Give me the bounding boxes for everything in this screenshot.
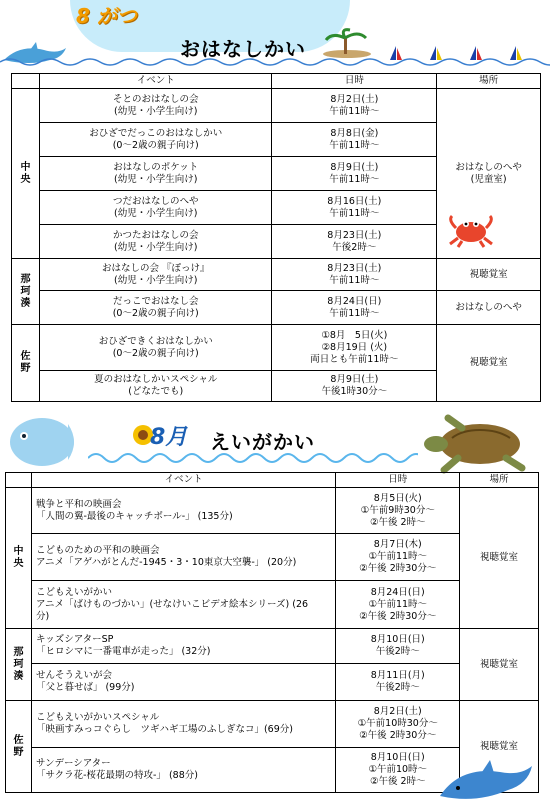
datetime-line: ②午後 2時～ <box>369 776 426 787</box>
event-line: そとのおはなしの会 <box>112 93 199 105</box>
event-line: キッズシアターSP <box>35 634 114 645</box>
place-line: (児童室) <box>470 173 507 185</box>
datetime-line: 午前11時～ <box>329 307 380 319</box>
datetime-line: 8月23日(土) <box>327 229 382 241</box>
datetime-cell <box>336 581 460 629</box>
event-line: アニメ「ばけものづかい」(せなけいこビデオ絵本シリーズ) (26 <box>35 598 309 610</box>
datetime-line: 午前11時～ <box>329 274 380 286</box>
datetime-line: 8月16日(土) <box>327 195 382 207</box>
table-row <box>12 291 541 325</box>
event-line: こどもえいがかい <box>35 586 112 598</box>
place-cell <box>460 629 539 701</box>
datetime-cell <box>272 259 437 291</box>
datetime-line: 8月11日(月) <box>370 670 425 681</box>
datetime-line: 8月9日(土) <box>330 374 379 385</box>
datetime-line: 8月24日(日) <box>370 586 425 598</box>
table-row <box>12 325 541 371</box>
event-line: 「ヒロシマに一番電車が走った」 (32分) <box>35 646 211 657</box>
event-line: (幼児・小学生向け) <box>114 274 198 286</box>
event-cell <box>39 157 272 191</box>
col-header-place: 場所 <box>460 473 539 488</box>
datetime-line: 午後2時～ <box>375 646 420 657</box>
event-cell <box>31 748 335 793</box>
event-cell <box>39 225 272 259</box>
datetime-cell <box>336 664 460 701</box>
event-cell <box>39 191 272 225</box>
datetime-line: ②午後 2時30分～ <box>359 610 437 622</box>
table-row <box>6 701 539 748</box>
datetime-cell <box>272 225 437 259</box>
venue-cell: 佐 野 <box>6 701 32 793</box>
event-line: (どなたでも) <box>128 386 184 397</box>
section-title-storytime: おはなしかい <box>180 37 306 61</box>
event-line: 「サクラ花-桜花最期の特攻-」 (88分) <box>35 770 198 781</box>
event-cell <box>31 534 335 581</box>
place-line: 視聴覚室 <box>469 357 508 368</box>
col-header-datetime: 日時 <box>336 473 460 488</box>
event-line: (幼児・小学生向け) <box>114 207 198 219</box>
datetime-cell <box>336 629 460 664</box>
event-cell <box>39 123 272 157</box>
event-line: おはなしのポケット <box>113 161 199 173</box>
event-line: 夏のおはなしかいスペシャル <box>94 374 218 385</box>
palm-island-icon <box>320 28 374 58</box>
place-cell <box>437 259 541 291</box>
datetime-line: 午後2時～ <box>332 241 377 253</box>
place-line: 視聴覚室 <box>469 268 508 280</box>
event-line: 「人間の翼-最後のキャッチボール-」 (135分) <box>35 510 233 522</box>
event-cell <box>31 701 335 748</box>
event-line: こどものための平和の映画会 <box>35 545 160 556</box>
event-line: 「父と暮せば」 (99分) <box>35 682 135 693</box>
event-line: こどもえいがかいスペシャル <box>35 712 160 723</box>
datetime-cell <box>272 325 437 371</box>
event-line: アニメ「アゲハがとんだ-1945・3・10東京大空襲-」 (20分) <box>35 557 297 568</box>
table-row <box>12 259 541 291</box>
event-line: 戦争と平和の映画会 <box>35 498 122 510</box>
dolphin-icon-bottom <box>436 760 536 806</box>
datetime-cell <box>272 89 437 123</box>
event-cell <box>39 89 272 123</box>
event-cell <box>31 581 335 629</box>
table-header-row <box>6 473 539 488</box>
section-title-movies: えいがかい <box>210 430 315 454</box>
table-row <box>6 581 539 629</box>
datetime-line: 両日とも午前11時～ <box>310 353 399 365</box>
place-cell <box>460 488 539 629</box>
event-line: かつたおはなしの会 <box>112 229 199 241</box>
place-cell <box>437 325 541 402</box>
event-cell <box>39 259 272 291</box>
datetime-line: 午前11時～ <box>329 173 380 185</box>
datetime-line: ①午前10時～ <box>368 764 428 775</box>
datetime-line: 8月2日(土) <box>330 93 379 105</box>
event-line: おひざできくおはなしかい <box>98 335 213 347</box>
datetime-cell <box>336 534 460 581</box>
datetime-cell <box>336 488 460 534</box>
venue-cell: 那 珂 湊 <box>12 259 40 325</box>
event-cell <box>31 629 335 664</box>
crab-icon <box>446 212 496 248</box>
place-cell <box>437 291 541 325</box>
movie-table <box>5 472 539 793</box>
datetime-line: 午前11時～ <box>329 207 380 219</box>
event-line: (0～2歳の親子向け) <box>112 139 199 151</box>
datetime-line: 8月10日(日) <box>370 752 425 763</box>
table-row <box>6 534 539 581</box>
datetime-line: ①午前10時30分～ <box>357 718 438 729</box>
place-line: おはなしのへや <box>455 161 522 173</box>
datetime-line: 8月2日(土) <box>373 706 422 717</box>
datetime-line: ①午前11時～ <box>368 598 428 610</box>
datetime-line: ②午後 2時～ <box>369 516 426 528</box>
col-header-event: イベント <box>31 473 335 488</box>
sunfish-icon <box>4 410 84 470</box>
datetime-cell <box>272 371 437 402</box>
event-line: 分) <box>35 610 50 622</box>
datetime-line: 8月5日(火) <box>373 492 422 504</box>
table-header-row <box>12 74 541 89</box>
datetime-cell <box>272 191 437 225</box>
col-header-datetime: 日時 <box>272 74 437 89</box>
month-label-2: 8月 <box>150 425 188 450</box>
datetime-line: 午前11時～ <box>329 105 380 117</box>
event-line: 「映画すみっコぐらし ツギハギ工場のふしぎなコ」(69分) <box>35 724 293 735</box>
col-header-event: イベント <box>39 74 272 89</box>
place-line: おはなしのへや <box>455 301 522 313</box>
datetime-line: 8月7日(木) <box>373 539 422 550</box>
datetime-cell <box>272 157 437 191</box>
datetime-cell <box>272 291 437 325</box>
event-line: サンデーシアター <box>35 758 111 769</box>
place-line: 視聴覚室 <box>480 552 519 563</box>
event-line: つだおはなしのへや <box>112 195 199 207</box>
table-row <box>6 488 539 534</box>
event-line: せんそうえいが会 <box>35 670 112 681</box>
datetime-line: 8月9日(土) <box>330 161 379 173</box>
event-line: (0～2歳の親子向け) <box>112 347 199 359</box>
datetime-line: ①午前9時30分～ <box>360 504 435 516</box>
datetime-line: 8月24日(日) <box>327 295 382 307</box>
sea-turtle-icon <box>418 414 538 474</box>
event-line: おはなしの会 『ぽっけ』 <box>101 262 210 274</box>
venue-cell: 佐 野 <box>12 325 40 402</box>
place-line: 視聴覚室 <box>480 658 519 670</box>
datetime-line: ①午前11時～ <box>368 551 428 562</box>
datetime-line: 8月10日(日) <box>370 634 425 645</box>
venue-cell: 那 珂 湊 <box>6 629 32 701</box>
datetime-line: ②午後 2時30分～ <box>359 563 437 574</box>
event-cell <box>39 371 272 402</box>
event-line: (幼児・小学生向け) <box>114 173 198 185</box>
event-cell <box>31 664 335 701</box>
event-cell <box>39 325 272 371</box>
event-cell <box>39 291 272 325</box>
datetime-line: 8月23日(土) <box>327 262 382 274</box>
venue-cell: 中 央 <box>12 89 40 259</box>
col-header-place: 場所 <box>437 74 541 89</box>
venue-cell: 中 央 <box>6 488 32 629</box>
event-line: (幼児・小学生向け) <box>114 105 198 117</box>
datetime-line: 午後1時30分～ <box>321 386 388 397</box>
event-line: (0～2歳の親子向け) <box>112 307 199 319</box>
datetime-line: ①8月 5日(火) <box>321 329 388 341</box>
table-row <box>6 664 539 701</box>
datetime-line: 午後2時～ <box>375 682 420 693</box>
place-line: 視聴覚室 <box>480 740 519 752</box>
event-cell <box>31 488 335 534</box>
datetime-cell <box>336 701 460 748</box>
event-line: だっこでおはなし会 <box>112 295 199 307</box>
table-row <box>6 629 539 664</box>
datetime-line: 8月8日(金) <box>330 127 379 139</box>
datetime-line: ②8月19日 (火) <box>321 341 388 353</box>
event-line: (幼児・小学生向け) <box>114 241 198 253</box>
datetime-cell <box>272 123 437 157</box>
datetime-line: ②午後 2時30分～ <box>359 730 437 741</box>
table-row <box>12 89 541 123</box>
event-line: おひざでだっこのおはなしかい <box>89 127 223 139</box>
month-label-1: 8 がつ <box>76 4 137 28</box>
datetime-line: 午前11時～ <box>329 139 380 151</box>
